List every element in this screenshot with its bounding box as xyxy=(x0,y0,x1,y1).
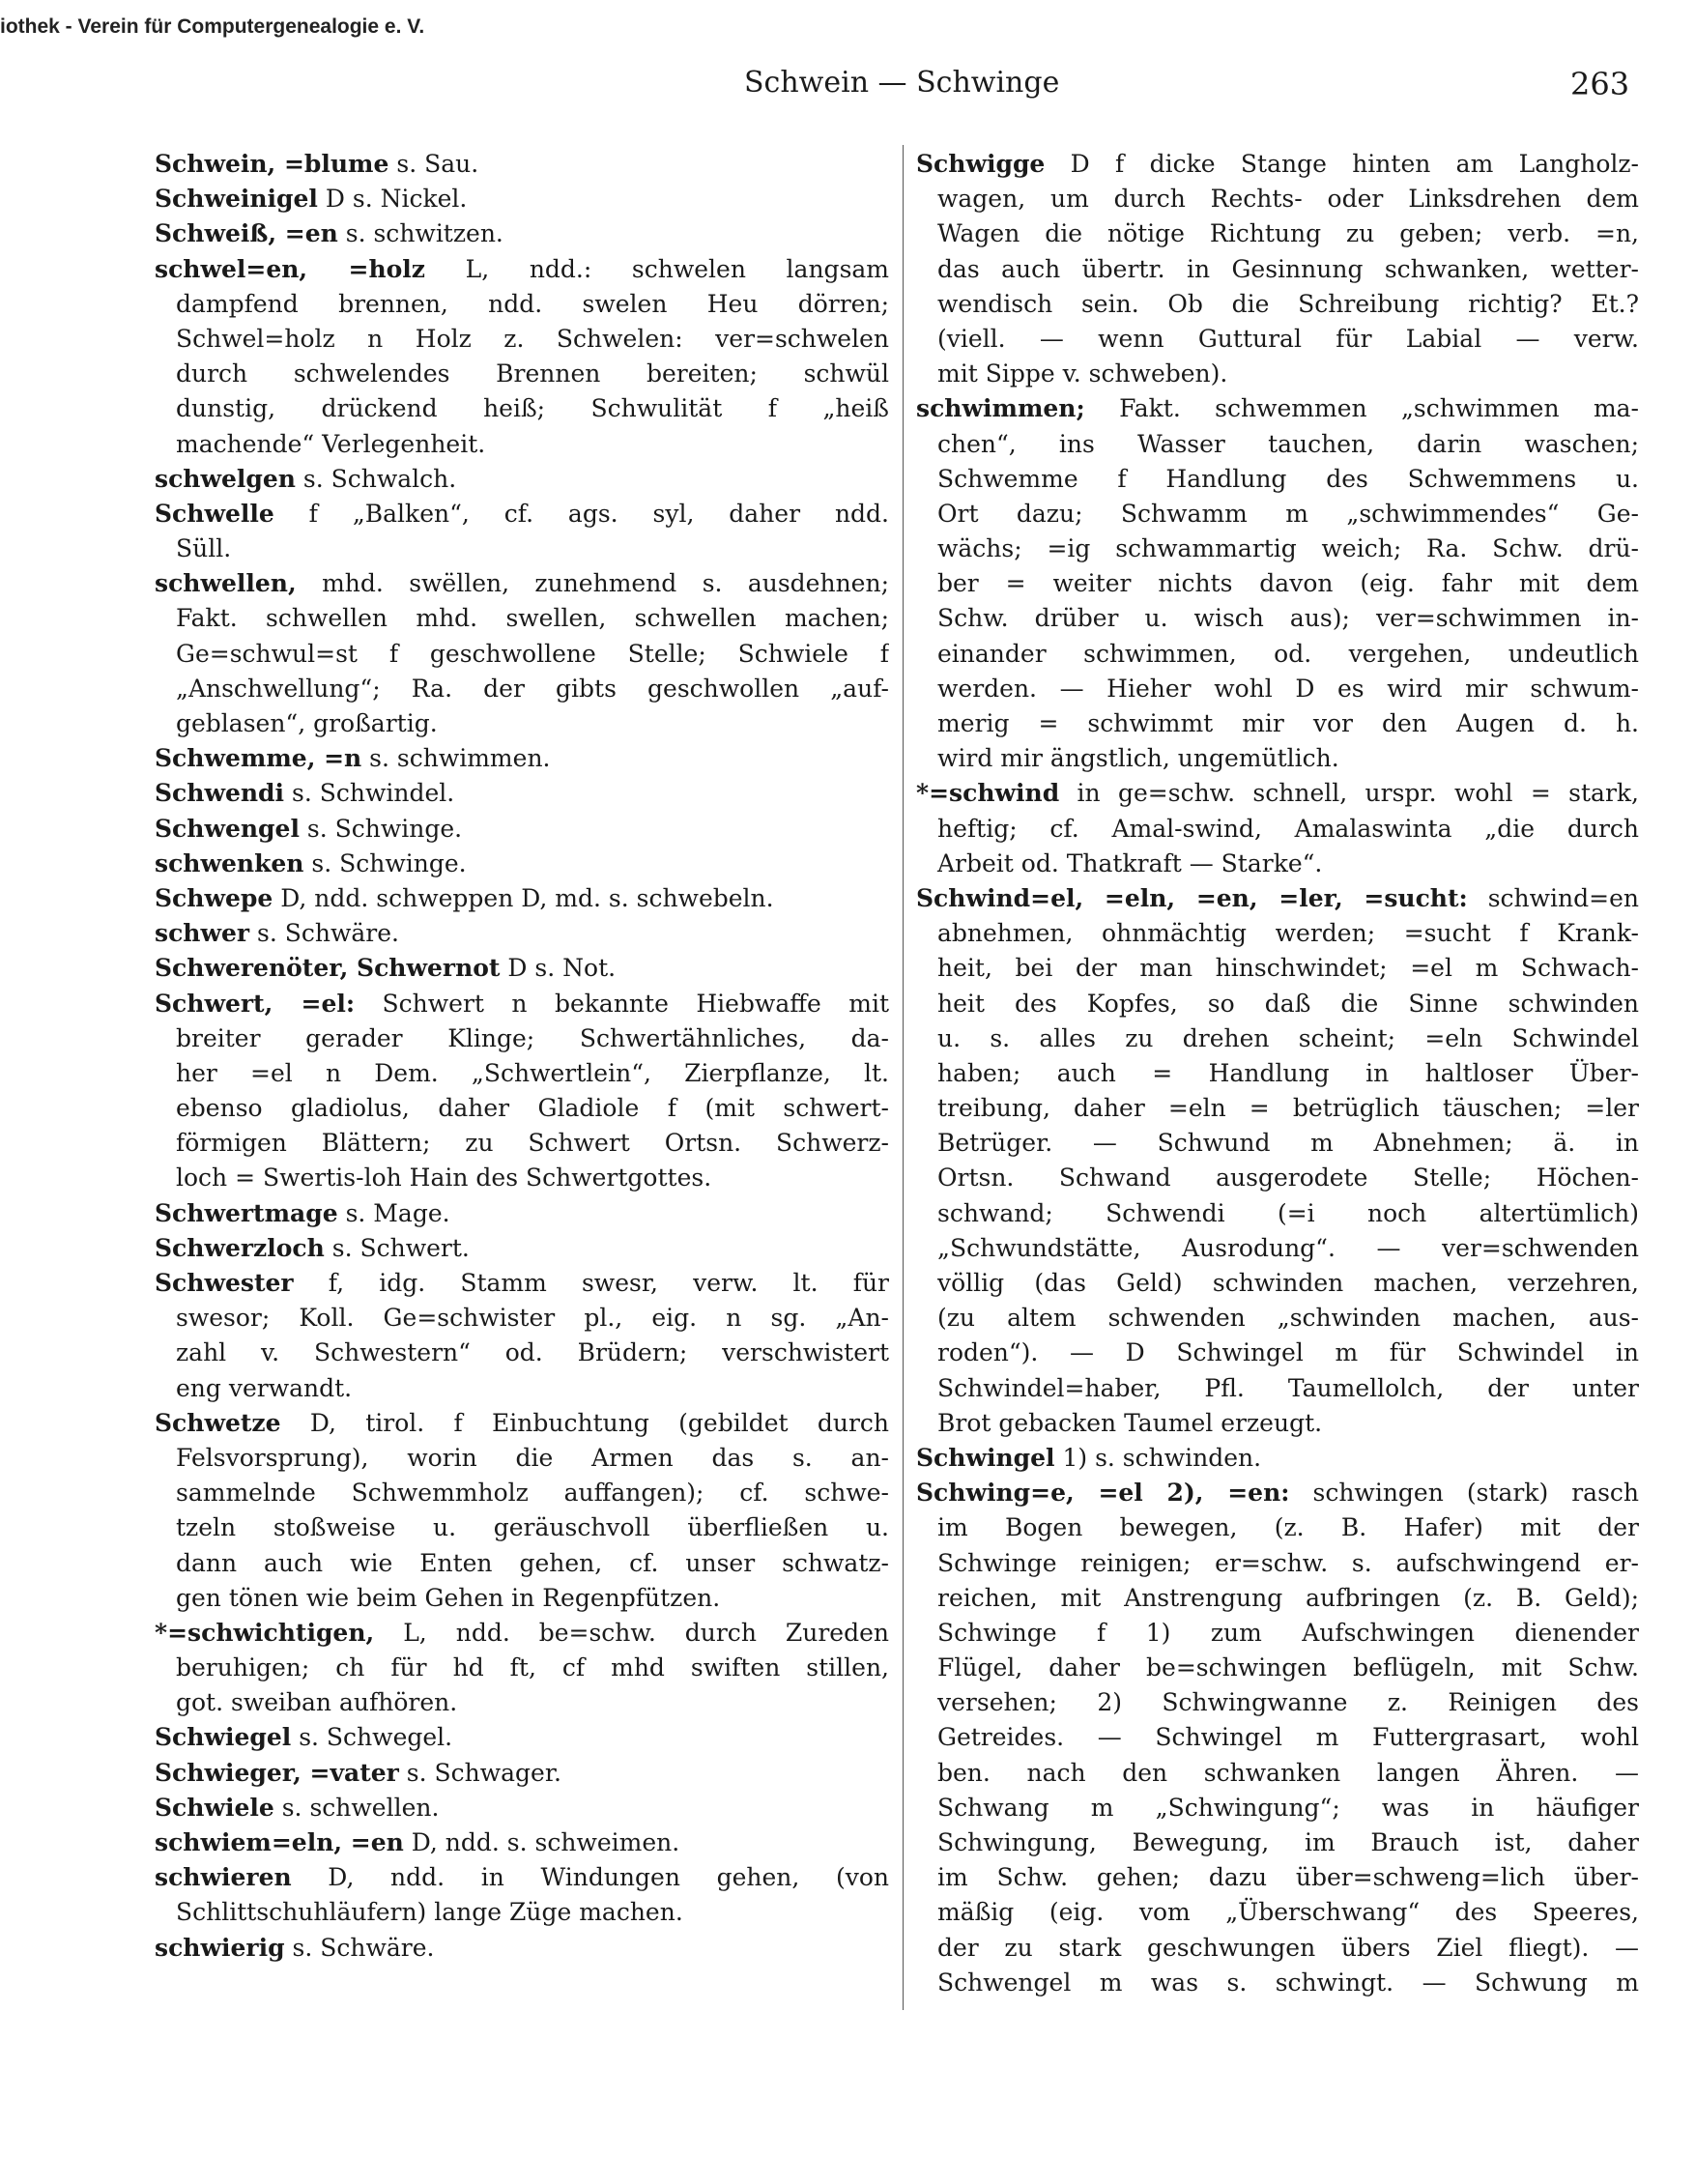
running-head: Schwein — Schwinge xyxy=(744,66,1060,100)
text-line xyxy=(916,672,1639,706)
definition-text: versehen; 2) Schwingwanne z. Reinigen des xyxy=(937,1688,1639,1717)
text-line xyxy=(916,497,1639,532)
entry-line xyxy=(155,252,889,287)
entry-line xyxy=(916,881,1639,916)
text-line xyxy=(155,322,889,357)
text-line xyxy=(916,357,1639,391)
text-line xyxy=(916,637,1639,672)
text-line xyxy=(916,1231,1639,1266)
text-line xyxy=(916,812,1639,847)
definition-text: heit, bei der man hinschwindet; =el m Schwach- xyxy=(937,954,1639,983)
definition-text: förmigen Blättern; zu Schwert Ortsn. Schwerz- xyxy=(176,1129,889,1158)
text-line xyxy=(916,847,1639,881)
definition-text: heit des Kopfes, so daß die Sinne schwinden xyxy=(937,989,1639,1018)
entry-line xyxy=(155,812,889,847)
definition-text: D, tirol. f Einbuchtung (gebildet durch xyxy=(280,1408,889,1437)
headword: Schwiele xyxy=(155,1793,274,1822)
definition-text: s. Mage. xyxy=(337,1198,450,1227)
entry-line xyxy=(155,916,889,951)
text-line xyxy=(155,1895,889,1930)
entry-line xyxy=(155,1720,889,1755)
text-line xyxy=(916,1825,1639,1860)
text-line xyxy=(916,1056,1639,1091)
text-line xyxy=(916,566,1639,601)
definition-text: Fakt. schwemmen „schwimmen ma- xyxy=(1084,394,1639,423)
definition-text: Flügel, daher be=schwingen beflügeln, mit Schw. xyxy=(937,1653,1639,1682)
headword: Schwetze xyxy=(155,1408,281,1437)
definition-text: tzeln stoßweise u. geräuschvoll überfließen u. xyxy=(176,1513,889,1542)
headword: schwieren xyxy=(155,1863,292,1892)
definition-text: Schwang m „Schwingung“; was in häufiger xyxy=(937,1793,1639,1822)
definition-text: s. schwellen. xyxy=(273,1793,440,1822)
headword: Schweinigel xyxy=(155,185,318,214)
text-line xyxy=(916,1510,1639,1545)
definition-text: Betrüger. — Schwund m Abnehmen; ä. in xyxy=(937,1129,1639,1158)
text-line xyxy=(916,1091,1639,1126)
definition-text: ber = weiter nichts davon (eig. fahr mit dem xyxy=(937,569,1639,598)
entry-line xyxy=(155,881,889,916)
definition-text: D, ndd. schweppen D, md. s. schwebeln. xyxy=(273,883,774,912)
text-line xyxy=(155,1476,889,1510)
definition-text: werden. — Hieher wohl D es wird mir schwum- xyxy=(937,674,1639,703)
watermark-text: iothek - Verein für Computergenealogie e. V. xyxy=(0,15,425,38)
text-line xyxy=(916,1196,1639,1231)
headword: schwenken xyxy=(155,848,304,877)
definition-text: eng verwandt. xyxy=(176,1373,353,1402)
definition-text: L, ndd. be=schw. durch Zureden xyxy=(374,1618,889,1647)
headword: Schwendi xyxy=(155,779,285,808)
text-line xyxy=(155,532,889,566)
entry-line xyxy=(155,1196,889,1231)
definition-text: Schwindel=haber, Pfl. Taumellolch, der unter xyxy=(937,1373,1639,1402)
headword: Schwert, =el: xyxy=(155,989,356,1018)
entry-line xyxy=(155,741,889,776)
entry-line xyxy=(155,1860,889,1895)
definition-text: dampfend brennen, ndd. swelen Heu dörren; xyxy=(176,289,889,318)
text-line xyxy=(916,1895,1639,1930)
definition-text: dann auch wie Enten gehen, cf. unser schwatz- xyxy=(176,1548,889,1577)
text-line xyxy=(916,916,1639,951)
definition-text: breiter gerader Klinge; Schwertähnliches, da- xyxy=(176,1023,889,1052)
definition-text: f „Balken“, cf. ags. syl, daher ndd. xyxy=(273,499,889,528)
text-line xyxy=(916,1371,1639,1406)
text-line xyxy=(155,1371,889,1406)
text-line xyxy=(916,1336,1639,1370)
definition-text: durch schwelendes Brennen bereiten; schwül xyxy=(176,359,889,388)
text-line xyxy=(155,287,889,322)
text-line xyxy=(916,1126,1639,1161)
headword: schwellen, xyxy=(155,569,297,598)
headword: Schwind=el, =eln, =en, =ler, =sucht: xyxy=(916,883,1468,912)
headword: *=schwind xyxy=(916,779,1060,808)
text-line xyxy=(155,1336,889,1370)
text-line xyxy=(916,1161,1639,1195)
definition-text: (viell. — wenn Guttural für Labial — verw. xyxy=(937,324,1639,353)
text-line xyxy=(155,1091,889,1126)
headword: Schwemme, =n xyxy=(155,744,362,773)
definition-text: mhd. swëllen, zunehmend s. ausdehnen; xyxy=(296,569,889,598)
definition-text: heftig; cf. Amal-swind, Amalaswinta „die durch xyxy=(937,814,1639,843)
headword: Schwester xyxy=(155,1269,294,1297)
headword: Schwigge xyxy=(916,150,1046,178)
entry-line xyxy=(155,216,889,251)
definition-text: reichen, mit Anstrengung aufbringen (z. B. Geld); xyxy=(937,1583,1639,1612)
text-line xyxy=(916,1021,1639,1056)
text-line xyxy=(155,1056,889,1091)
definition-text: geblasen“, großartig. xyxy=(176,709,438,737)
definition-text: gen tönen wie beim Gehen in Regenpfützen. xyxy=(176,1583,721,1612)
text-line xyxy=(155,1685,889,1720)
headword: Schwerzloch xyxy=(155,1233,325,1262)
headword: Schwingel xyxy=(916,1443,1055,1472)
definition-text: Brot gebacken Taumel erzeugt. xyxy=(937,1408,1323,1437)
entry-line xyxy=(155,776,889,811)
headword: schwiem=eln, =en xyxy=(155,1828,404,1856)
definition-text: (zu altem schwenden „schwinden machen, aus- xyxy=(937,1304,1639,1333)
text-line xyxy=(155,1301,889,1336)
definition-text: Ge=schwul=st f geschwollene Stelle; Schwiele f xyxy=(176,639,889,668)
definition-text: D, ndd. s. schweimen. xyxy=(403,1828,680,1856)
definition-text: Schwinge reinigen; er=schw. s. aufschwingend er- xyxy=(937,1548,1639,1577)
headword: Schwerenöter, Schwernot xyxy=(155,954,501,983)
definition-text: völlig (das Geld) schwinden machen, verzehren, xyxy=(937,1269,1639,1297)
entry-line xyxy=(916,147,1639,182)
entry-line xyxy=(155,1231,889,1266)
definition-text: s. Schwalch. xyxy=(295,464,457,493)
headword: Schwein, =blume xyxy=(155,150,389,178)
definition-text: D, ndd. in Windungen gehen, (von xyxy=(291,1863,889,1892)
text-line xyxy=(155,1510,889,1545)
definition-text: chen“, ins Wasser tauchen, darin waschen; xyxy=(937,429,1639,458)
text-line xyxy=(155,427,889,462)
definition-text: wendisch sein. Ob die Schreibung richtig? Et.? xyxy=(937,289,1639,318)
definition-text: D f dicke Stange hinten am Langholz- xyxy=(1045,150,1639,178)
definition-text: treibung, daher =eln = betrüglich täuschen; =ler xyxy=(937,1094,1639,1123)
definition-text: 1) s. schwinden. xyxy=(1054,1443,1262,1472)
definition-text: f, idg. Stamm swesr, verw. lt. für xyxy=(293,1269,889,1297)
text-line xyxy=(916,532,1639,566)
definition-text: Schwert n bekannte Hiebwaffe mit xyxy=(355,989,889,1018)
text-line xyxy=(916,1546,1639,1581)
entry-line xyxy=(155,951,889,986)
definition-text: u. s. alles zu drehen scheint; =eln Schwindel xyxy=(937,1023,1639,1052)
text-line xyxy=(155,1581,889,1616)
definition-text: wird mir ängstlich, ungemütlich. xyxy=(937,744,1339,773)
entry-line xyxy=(155,1406,889,1441)
definition-text: beruhigen; ch für hd ft, cf mhd swiften stillen, xyxy=(176,1653,889,1682)
definition-text: Schwemme f Handlung des Schwemmens u. xyxy=(937,464,1639,493)
definition-text: D s. Not. xyxy=(500,954,617,983)
text-line xyxy=(916,1860,1639,1895)
definition-text: Schwengel m was s. schwingt. — Schwung m xyxy=(937,1968,1639,1997)
text-line xyxy=(916,1406,1639,1441)
definition-text: Wagen die nötige Richtung zu geben; verb. =n, xyxy=(937,219,1639,248)
definition-text: s. Schwäre. xyxy=(249,919,399,948)
text-line xyxy=(155,1441,889,1476)
definition-text: schwind=en xyxy=(1467,883,1639,912)
definition-text: D s. Nickel. xyxy=(317,185,468,214)
headword: *=schwichtigen, xyxy=(155,1618,375,1647)
text-line xyxy=(916,216,1639,251)
text-line xyxy=(155,1546,889,1581)
entry-line xyxy=(155,1791,889,1825)
definition-text: Schwingung, Bewegung, im Brauch ist, daher xyxy=(937,1828,1639,1856)
definition-text: Fakt. schwellen mhd. swellen, schwellen machen; xyxy=(176,604,889,633)
entry-line xyxy=(155,1825,889,1860)
definition-text: in ge=schw. schnell, urspr. wohl = stark, xyxy=(1059,779,1639,808)
text-line xyxy=(916,287,1639,322)
text-line xyxy=(916,1966,1639,2000)
text-line xyxy=(916,987,1639,1021)
right-column xyxy=(916,147,1639,2000)
entry-line xyxy=(155,1756,889,1791)
headword: schwelgen xyxy=(155,464,296,493)
definition-text: Schw. drüber u. wisch aus); ver=schwimmen in- xyxy=(937,604,1639,633)
definition-text: Felsvorsprung), worin die Armen das s. an- xyxy=(176,1443,889,1472)
definition-text: haben; auch = Handlung in haltloser Über- xyxy=(937,1058,1639,1087)
headword: Schwing=e, =el 2), =en: xyxy=(916,1479,1290,1508)
text-line xyxy=(916,1931,1639,1966)
definition-text: „Anschwellung“; Ra. der gibts geschwollen „auf- xyxy=(176,674,889,703)
entry-line xyxy=(155,1266,889,1301)
headword: Schwelle xyxy=(155,499,274,528)
definition-text: s. Schwager. xyxy=(398,1758,561,1787)
text-line xyxy=(916,252,1639,287)
text-line xyxy=(916,1581,1639,1616)
text-line xyxy=(155,1161,889,1195)
definition-text: ebenso gladiolus, daher Gladiole f (mit schwert- xyxy=(176,1094,889,1123)
definition-text: mit Sippe v. schweben). xyxy=(937,359,1228,388)
entry-line xyxy=(916,1476,1639,1510)
definition-text: s. Sau. xyxy=(388,150,479,178)
definition-text: „Schwundstätte, Ausrodung“. — ver=schwenden xyxy=(937,1233,1639,1262)
entry-line xyxy=(155,847,889,881)
text-line xyxy=(155,672,889,706)
definition-text: Schwel=holz n Holz z. Schwelen: ver=schwelen xyxy=(176,324,889,353)
definition-text: wächs; =ig schwammartig weich; Ra. Schw. drü- xyxy=(937,534,1639,563)
definition-text: einander schwimmen, od. vergehen, undeutlich xyxy=(937,639,1639,668)
definition-text: mäßig (eig. vom „Überschwang“ des Speeres, xyxy=(937,1898,1639,1927)
text-line xyxy=(916,1266,1639,1301)
text-line xyxy=(155,1651,889,1685)
definition-text: wagen, um durch Rechts- oder Linksdrehen dem xyxy=(937,185,1639,214)
headword: schwer xyxy=(155,919,250,948)
definition-text: Süll. xyxy=(176,534,232,563)
definition-text: s. Schwindel. xyxy=(284,779,455,808)
headword: Schwepe xyxy=(155,883,273,912)
definition-text: Ortsn. Schwand ausgerodete Stelle; Höchen- xyxy=(937,1164,1639,1193)
text-line xyxy=(155,601,889,636)
text-line xyxy=(155,357,889,391)
definition-text: loch = Swertis-loh Hain des Schwertgottes. xyxy=(176,1164,712,1193)
headword: schwel=en, =holz xyxy=(155,254,426,283)
entry-line xyxy=(155,182,889,216)
definition-text: sammelnde Schwemmholz auffangen); cf. schwe- xyxy=(176,1479,889,1508)
definition-text: s. Schwinge. xyxy=(299,814,463,843)
text-line xyxy=(916,601,1639,636)
entry-line xyxy=(155,1931,889,1966)
definition-text: got. sweiban aufhören. xyxy=(176,1688,458,1717)
definition-text: roden“). — D Schwingel m für Schwindel in xyxy=(937,1338,1639,1367)
text-line xyxy=(916,1685,1639,1720)
definition-text: merig = schwimmt mir vor den Augen d. h. xyxy=(937,709,1639,737)
definition-text: schwand; Schwendi (=i noch altertümlich) xyxy=(937,1198,1639,1227)
headword: Schweiß, =en xyxy=(155,219,338,248)
definition-text: im Bogen bewegen, (z. B. Hafer) mit der xyxy=(937,1513,1639,1542)
headword: Schwieger, =vater xyxy=(155,1758,399,1787)
definition-text: L, ndd.: schwelen langsam xyxy=(425,254,889,283)
entry-line xyxy=(155,987,889,1021)
text-line xyxy=(916,706,1639,741)
definition-text: machende“ Verlegenheit. xyxy=(176,429,486,458)
headword: Schwiegel xyxy=(155,1723,292,1752)
entry-line xyxy=(155,1616,889,1651)
text-line xyxy=(916,1616,1639,1651)
definition-text: ben. nach den schwanken langen Ähren. — xyxy=(937,1758,1639,1787)
text-line xyxy=(155,1021,889,1056)
entry-line xyxy=(155,497,889,532)
definition-text: Getreides. — Schwingel m Futtergrasart, wohl xyxy=(937,1723,1639,1752)
left-column xyxy=(155,147,889,1966)
text-line xyxy=(916,427,1639,462)
text-line xyxy=(916,1791,1639,1825)
text-line xyxy=(916,182,1639,216)
definition-text: s. schwitzen. xyxy=(337,219,503,248)
definition-text: abnehmen, ohnmächtig werden; =sucht f Krank- xyxy=(937,919,1639,948)
entry-line xyxy=(155,566,889,601)
text-line xyxy=(916,951,1639,986)
definition-text: s. Schwegel. xyxy=(291,1723,453,1752)
entry-line xyxy=(155,462,889,497)
column-divider xyxy=(903,145,904,2010)
text-line xyxy=(155,706,889,741)
definition-text: zahl v. Schwestern“ od. Brüdern; verschwistert xyxy=(176,1338,889,1367)
text-line xyxy=(916,741,1639,776)
text-line xyxy=(916,1651,1639,1685)
definition-text: Arbeit od. Thatkraft — Starke“. xyxy=(937,848,1323,877)
entry-line xyxy=(916,1441,1639,1476)
definition-text: s. schwimmen. xyxy=(361,744,551,773)
definition-text: das auch übertr. in Gesinnung schwanken, wetter- xyxy=(937,254,1639,283)
headword: schwierig xyxy=(155,1933,285,1962)
definition-text: Schwinge f 1) zum Aufschwingen dienender xyxy=(937,1618,1639,1647)
entry-line xyxy=(916,391,1639,426)
text-line xyxy=(916,322,1639,357)
page-number: 263 xyxy=(1570,66,1630,102)
definition-text: her =el n Dem. „Schwertlein“, Zierpflanze, lt. xyxy=(176,1058,889,1087)
definition-text: dunstig, drückend heiß; Schwulität f „heiß xyxy=(176,394,889,423)
headword: Schwertmage xyxy=(155,1198,338,1227)
definition-text: im Schw. gehen; dazu über=schweng=lich über- xyxy=(937,1863,1639,1892)
definition-text: schwingen (stark) rasch xyxy=(1289,1479,1639,1508)
text-line xyxy=(916,1756,1639,1791)
entry-line xyxy=(916,776,1639,811)
text-line xyxy=(916,1720,1639,1755)
text-line xyxy=(155,1126,889,1161)
definition-text: der zu stark geschwungen übers Ziel fliegt). — xyxy=(937,1933,1639,1962)
text-line xyxy=(916,462,1639,497)
definition-text: s. Schwäre. xyxy=(284,1933,435,1962)
definition-text: s. Schwinge. xyxy=(303,848,467,877)
text-line xyxy=(155,637,889,672)
entry-line xyxy=(155,147,889,182)
definition-text: Ort dazu; Schwamm m „schwimmendes“ Ge- xyxy=(937,499,1639,528)
text-line xyxy=(155,391,889,426)
headword: Schwengel xyxy=(155,814,300,843)
definition-text: swesor; Koll. Ge=schwister pl., eig. n sg. „An- xyxy=(176,1304,889,1333)
text-line xyxy=(916,1301,1639,1336)
definition-text: Schlittschuhläufern) lange Züge machen. xyxy=(176,1898,683,1927)
headword: schwimmen; xyxy=(916,394,1085,423)
definition-text: s. Schwert. xyxy=(324,1233,470,1262)
